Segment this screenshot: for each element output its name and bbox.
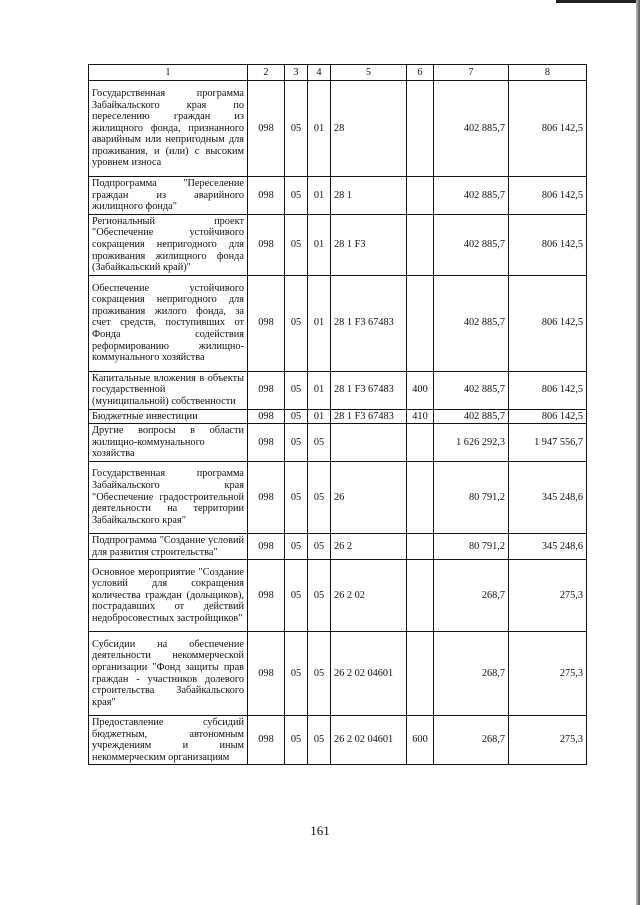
row-value1-cell: 402 885,7 bbox=[434, 177, 509, 215]
row-subsection-cell: 05 bbox=[308, 716, 331, 765]
header-cell-expense: 6 bbox=[407, 65, 434, 81]
row-expense-cell: 410 bbox=[407, 409, 434, 424]
row-subsection-cell: 05 bbox=[308, 533, 331, 559]
row-target-cell: 28 1 F3 67483 bbox=[331, 409, 407, 424]
header-cell-section: 3 bbox=[285, 65, 308, 81]
row-value2-cell: 806 142,5 bbox=[509, 371, 587, 409]
row-target-cell: 26 2 02 bbox=[331, 560, 407, 632]
row-section-cell: 05 bbox=[285, 177, 308, 215]
row-expense-cell bbox=[407, 424, 434, 462]
row-subsection-cell: 01 bbox=[308, 177, 331, 215]
row-value1-cell: 1 626 292,3 bbox=[434, 424, 509, 462]
row-section-cell: 05 bbox=[285, 81, 308, 177]
header-cell-subsection: 4 bbox=[308, 65, 331, 81]
row-target-cell bbox=[331, 424, 407, 462]
table-body bbox=[89, 81, 587, 765]
table-row bbox=[89, 177, 587, 215]
row-subsection-cell: 01 bbox=[308, 275, 331, 371]
row-subsection-cell: 01 bbox=[308, 81, 331, 177]
row-value1-cell: 402 885,7 bbox=[434, 371, 509, 409]
row-value2-cell: 806 142,5 bbox=[509, 409, 587, 424]
row-value2-cell: 275,3 bbox=[509, 632, 587, 716]
row-name-cell: Другие вопросы в области жилищно-коммунального хозяйства bbox=[89, 424, 248, 462]
row-target-cell: 28 1 F3 67483 bbox=[331, 371, 407, 409]
row-value2-cell: 275,3 bbox=[509, 560, 587, 632]
table-row bbox=[89, 533, 587, 559]
row-section-cell: 05 bbox=[285, 560, 308, 632]
table-row bbox=[89, 214, 587, 275]
row-value2-cell: 806 142,5 bbox=[509, 275, 587, 371]
row-value1-cell: 402 885,7 bbox=[434, 214, 509, 275]
table-row bbox=[89, 371, 587, 409]
row-name-cell: Основное мероприятие "Создание условий для сокращения количества граждан (дольщиков), пострадавших от действий недобросовестных застройщиков" bbox=[89, 560, 248, 632]
row-name-cell: Предоставление субсидий бюджетным, автономным учреждениям и иным некоммерческим организациям bbox=[89, 716, 248, 765]
row-value2-cell: 345 248,6 bbox=[509, 533, 587, 559]
row-expense-cell bbox=[407, 177, 434, 215]
row-subsection-cell: 01 bbox=[308, 214, 331, 275]
row-expense-cell bbox=[407, 461, 434, 533]
row-name-cell: Обеспечение устойчивого сокращения непригодного для проживания жилого фонда, за счет средств, поступивших от Фонда содействия реформированию жилищно-коммунального хозяйства bbox=[89, 275, 248, 371]
table-row bbox=[89, 275, 587, 371]
row-ministry-cell: 098 bbox=[248, 461, 285, 533]
table-row bbox=[89, 424, 587, 462]
row-section-cell: 05 bbox=[285, 716, 308, 765]
row-value1-cell: 402 885,7 bbox=[434, 81, 509, 177]
header-cell-value2: 8 bbox=[509, 65, 587, 81]
row-value2-cell: 275,3 bbox=[509, 716, 587, 765]
table-row bbox=[89, 560, 587, 632]
row-value2-cell: 806 142,5 bbox=[509, 81, 587, 177]
row-name-cell: Подпрограмма "Создание условий для развития строительства" bbox=[89, 533, 248, 559]
header-cell-value1: 7 bbox=[434, 65, 509, 81]
row-value2-cell: 1 947 556,7 bbox=[509, 424, 587, 462]
table-row bbox=[89, 716, 587, 765]
row-expense-cell bbox=[407, 560, 434, 632]
row-expense-cell: 600 bbox=[407, 716, 434, 765]
row-section-cell: 05 bbox=[285, 409, 308, 424]
row-expense-cell bbox=[407, 81, 434, 177]
page-number: 161 bbox=[310, 823, 330, 838]
table-row bbox=[89, 81, 587, 177]
row-ministry-cell: 098 bbox=[248, 275, 285, 371]
row-target-cell: 28 1 bbox=[331, 177, 407, 215]
table-row bbox=[89, 461, 587, 533]
row-value1-cell: 268,7 bbox=[434, 560, 509, 632]
row-name-cell: Капитальные вложения в объекты государственной (муниципальной) собственности bbox=[89, 371, 248, 409]
row-name-cell: Субсидии на обеспечение деятельности некоммерческой организации "Фонд защиты прав граждан - участников долевого строительства Забайкальского края" bbox=[89, 632, 248, 716]
row-ministry-cell: 098 bbox=[248, 177, 285, 215]
row-ministry-cell: 098 bbox=[248, 632, 285, 716]
row-name-cell: Государственная программа Забайкальского края по переселению граждан из жилищного фонда, признанного аварийным или непригодным для проживания, и (или) с высоким уровнем износа bbox=[89, 81, 248, 177]
row-value1-cell: 402 885,7 bbox=[434, 275, 509, 371]
row-section-cell: 05 bbox=[285, 424, 308, 462]
row-value1-cell: 268,7 bbox=[434, 632, 509, 716]
row-value2-cell: 806 142,5 bbox=[509, 177, 587, 215]
row-section-cell: 05 bbox=[285, 214, 308, 275]
row-ministry-cell: 098 bbox=[248, 214, 285, 275]
row-ministry-cell: 098 bbox=[248, 716, 285, 765]
row-name-cell: Подпрограмма "Переселение граждан из аварийного жилищного фонда" bbox=[89, 177, 248, 215]
row-section-cell: 05 bbox=[285, 632, 308, 716]
row-target-cell: 26 2 02 04601 bbox=[331, 632, 407, 716]
row-target-cell: 26 bbox=[331, 461, 407, 533]
row-value1-cell: 80 791,2 bbox=[434, 461, 509, 533]
row-subsection-cell: 01 bbox=[308, 371, 331, 409]
row-subsection-cell: 05 bbox=[308, 424, 331, 462]
row-target-cell: 28 1 F3 bbox=[331, 214, 407, 275]
row-name-cell: Государственная программа Забайкальского края "Обеспечение градостроительной деятельности на территории Забайкальского края" bbox=[89, 461, 248, 533]
row-subsection-cell: 05 bbox=[308, 632, 331, 716]
row-value2-cell: 806 142,5 bbox=[509, 214, 587, 275]
table-row bbox=[89, 632, 587, 716]
row-expense-cell bbox=[407, 275, 434, 371]
row-section-cell: 05 bbox=[285, 461, 308, 533]
row-expense-cell: 400 bbox=[407, 371, 434, 409]
row-section-cell: 05 bbox=[285, 533, 308, 559]
header-cell-name: 1 bbox=[89, 65, 248, 81]
row-expense-cell bbox=[407, 533, 434, 559]
row-section-cell: 05 bbox=[285, 275, 308, 371]
row-target-cell: 28 bbox=[331, 81, 407, 177]
row-value1-cell: 80 791,2 bbox=[434, 533, 509, 559]
row-ministry-cell: 098 bbox=[248, 424, 285, 462]
row-expense-cell bbox=[407, 632, 434, 716]
row-section-cell: 05 bbox=[285, 371, 308, 409]
row-name-cell: Бюджетные инвестиции bbox=[89, 409, 248, 424]
row-subsection-cell: 05 bbox=[308, 560, 331, 632]
row-ministry-cell: 098 bbox=[248, 81, 285, 177]
header-cell-ministry: 2 bbox=[248, 65, 285, 81]
row-ministry-cell: 098 bbox=[248, 533, 285, 559]
row-target-cell: 26 2 02 04601 bbox=[331, 716, 407, 765]
row-value1-cell: 268,7 bbox=[434, 716, 509, 765]
row-ministry-cell: 098 bbox=[248, 371, 285, 409]
row-target-cell: 26 2 bbox=[331, 533, 407, 559]
row-subsection-cell: 01 bbox=[308, 409, 331, 424]
scan-artifact-top bbox=[556, 0, 640, 3]
row-value1-cell: 402 885,7 bbox=[434, 409, 509, 424]
header-row bbox=[89, 65, 587, 81]
scan-artifact-edge bbox=[636, 0, 640, 905]
row-subsection-cell: 05 bbox=[308, 461, 331, 533]
row-value2-cell: 345 248,6 bbox=[509, 461, 587, 533]
row-ministry-cell: 098 bbox=[248, 560, 285, 632]
row-name-cell: Региональный проект "Обеспечение устойчивого сокращения непригодного для проживания жилищного фонда (Забайкальский край)" bbox=[89, 214, 248, 275]
row-ministry-cell: 098 bbox=[248, 409, 285, 424]
header-cell-target: 5 bbox=[331, 65, 407, 81]
budget-table bbox=[88, 64, 587, 765]
row-target-cell: 28 1 F3 67483 bbox=[331, 275, 407, 371]
table-row bbox=[89, 409, 587, 424]
row-expense-cell bbox=[407, 214, 434, 275]
